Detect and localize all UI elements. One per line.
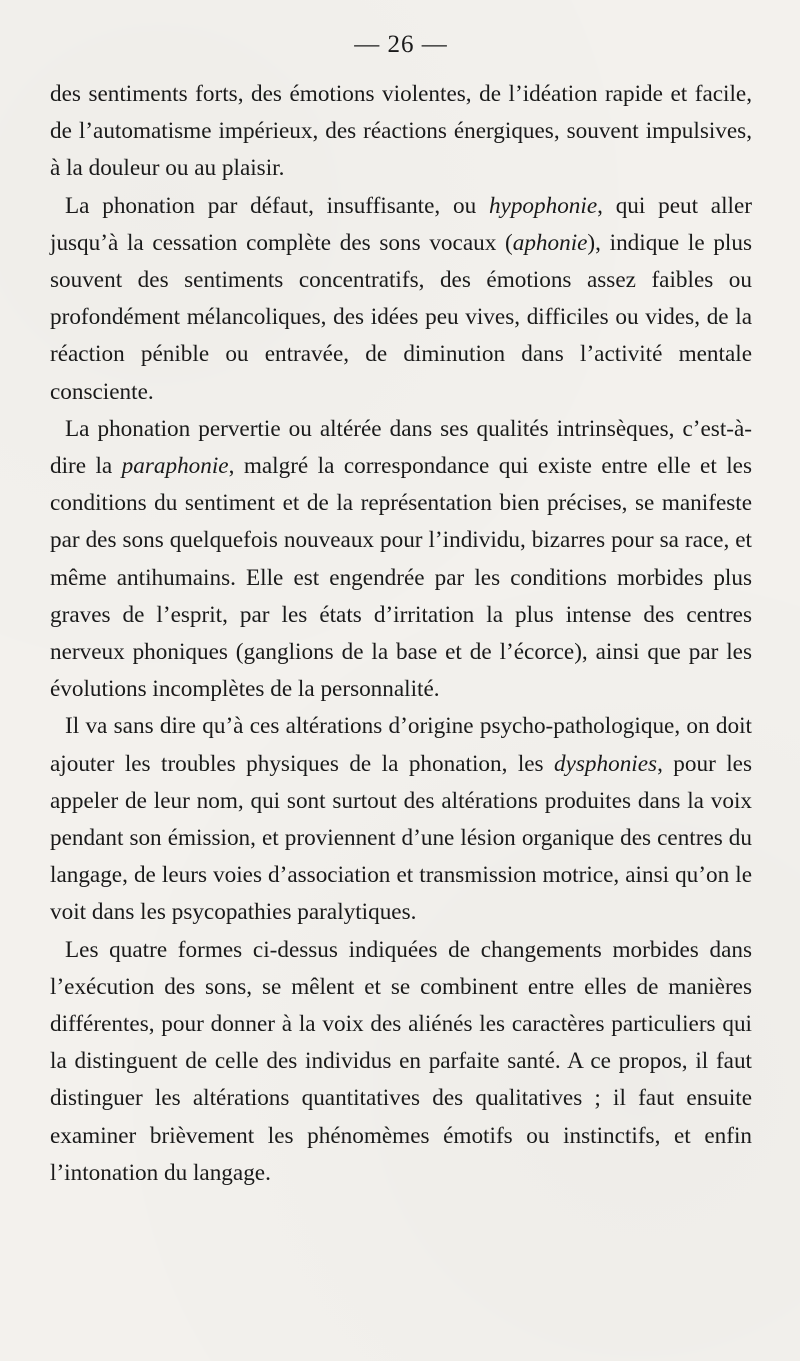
italic-term: aphonie <box>512 229 588 256</box>
paragraph-p5 <box>50 932 752 1192</box>
italic-term: dysphonies <box>554 750 658 777</box>
paragraph-p3 <box>50 411 752 709</box>
text-segment: , pour les appeler de leur nom, qui sont surtout des altérations produites dans la voix pendant son émission, et proviennent d’une lésion organique des centres du langage, de leurs voies d’association et transmission motrice, ainsi qu’on le voit dans les psycopathies paralytiques. <box>50 750 752 926</box>
text-segment: , malgré la correspondance qui existe entre elle et les conditions du sentiment et de la représentation bien précises, se manifeste par des sons quelquefois nouveaux pour l’individu, bizarres pour sa race, et même antihumains. Elle est engendrée par les conditions morbides plus graves de l’esprit, par les états d’irritation la plus intense des centres nerveux phoniques (ganglions de la base et de l’écorce), ainsi que par les évolutions incomplètes de la personnalité. <box>50 453 752 703</box>
page-number: — 26 — <box>354 31 448 58</box>
text-segment: La phonation pervertie ou altérée dans ses qualités intrinsèques, c’est-à-dire la <box>50 415 752 480</box>
text-segment: Les quatre formes ci-dessus indiquées de changements morbides dans l’exécution des sons, se mêlent et se combinent entre elles de manières différentes, pour donner à la voix des aliénés les caractères particuliers qui la distinguent de celle des individus en parfaite santé. A ce propos, il faut distinguer les altérations quantitatives des qualitatives ; il faut ensuite examiner brièvement les phénomèmes émotifs ou instinctifs, et enfin l’intonation du langage. <box>50 936 752 1186</box>
text-segment: La phonation par défaut, insuffisante, ou <box>65 192 489 219</box>
body-text <box>50 76 752 1192</box>
text-segment: Il va sans dire qu’à ces altérations d’origine psycho-pathologique, on doit ajouter les troubles physiques de la phonation, les <box>50 713 752 777</box>
italic-term: paraphonie <box>121 453 229 480</box>
text-segment: ), indique le plus souvent des sentiments concentratifs, des émotions assez faibles ou profondément mélancoliques, des idées peu vives, difficiles ou vides, de la réaction pénible ou entravée, de diminution dans l’activité mentale consciente. <box>50 229 752 405</box>
text-segment: , qui peut aller jusqu’à la cessation complète des sons vocaux ( <box>50 192 752 256</box>
text-segment: des sentiments forts, des émotions violentes, de l’idéation rapide et facile, de l’automatisme impérieux, des réactions énergiques, souvent impulsives, à la douleur ou au plaisir. <box>50 81 752 182</box>
paragraph-p4 <box>50 708 752 931</box>
italic-term: hypophonie <box>488 192 598 219</box>
paragraph-p2 <box>50 188 752 411</box>
paragraph-p1 <box>50 76 752 188</box>
